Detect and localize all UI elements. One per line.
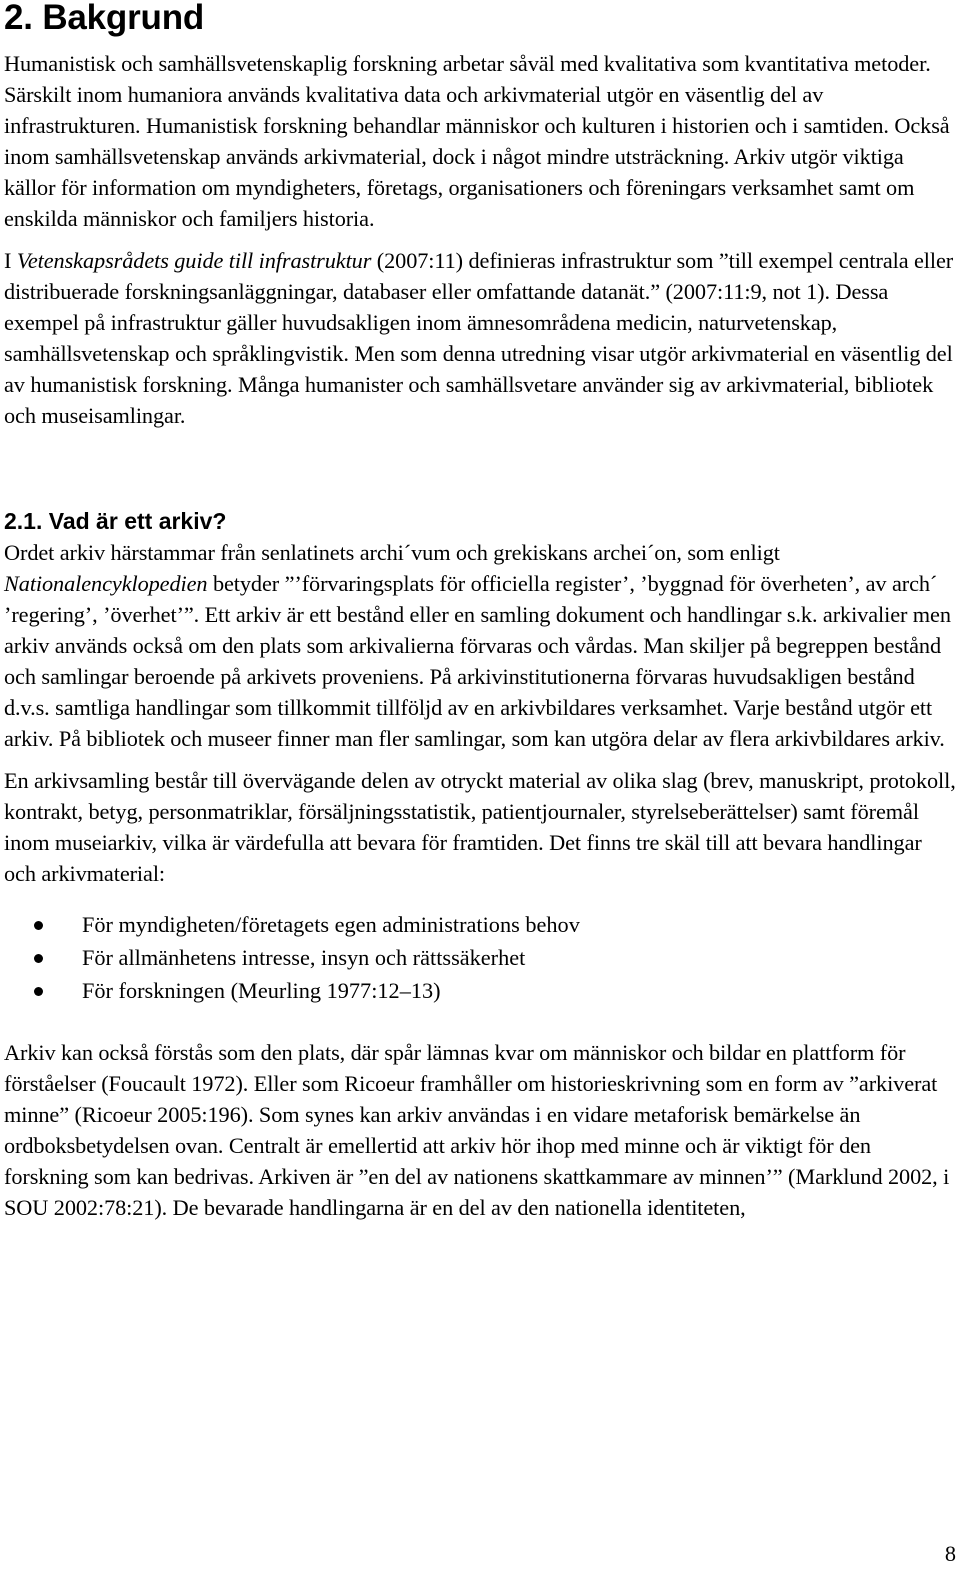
reasons-list [4,908,956,1007]
intro-paragraph-1: Humanistisk och samhällsvetenskaplig forskning arbetar såväl med kvalitativa som kvantitativa metoder. Särskilt inom humaniora används kvalitativa data och arkivmaterial utgör en väsentlig del av infrastrukturen. Humanistisk forskning behandlar människor och kulturen i historien och i samtiden. Också inom samhällsvetenskap används arkivmaterial, dock i något mindre utsträckning. Arkiv utgör viktiga källor för information om myndigheters, företags, organisationers och föreningars verksamhet samt om enskilda människor och familjers historia. [4,51,950,231]
cited-title-nationalencyklopedien: Nationalencyklopedien [4,571,208,596]
list-item-text: För allmänhetens intresse, insyn och rättssäkerhet [82,945,526,970]
document-page [4,0,956,1223]
bullet-icon [34,921,43,930]
list-item [4,941,956,974]
subsection-paragraph-2: En arkivsamling består till övervägande delen av otryckt material av olika slag (brev, manuskript, protokoll, kontrakt, betyg, personmatriklar, försäljningsstatistik, patientjournaler, styrelseberättelser) samt föremål inom museiarkiv, vilka är värdefulla att bevara för framtiden. Det finns tre skäl till att bevara handlingar och arkivmaterial: [4,768,956,886]
list-item-text: För myndigheten/företagets egen administrations behov [82,912,580,937]
bullet-icon [34,987,43,996]
list-item-text: För forskningen (Meurling 1977:12–13) [82,978,441,1003]
subsection-paragraph-1 [4,537,956,754]
page-number: 8 [944,1541,956,1566]
subsection-paragraph-1-lead: Ordet arkiv härstammar från senlatinets archi´vum och grekiskans archei´on, som enligt [4,540,780,565]
subsection-paragraph-1-body: betyder ”’förvaringsplats för officiella register’, ’byggnad för överheten’, av arch´ ’regering’, ’överhet’”. Ett arkiv är ett bestånd eller en samling dokument och handlingar s.k. arkivalier men arkiv används också om den plats som arkivalierna förvaras och vårdas. Man skiljer på begreppen bestånd och samlingar beroende på arkivets proveniens. På arkivinstitutionerna förvaras huvudsakligen bestånd d.v.s. samtliga handlingar som tillkommit tillföljd av en arkivbildares verksamhet. Varje bestånd utgör ett arkiv. På bibliotek och museer finner man fler samlingar, som kan utgöra delar av flera arkivbildares arkiv. [4,571,951,751]
subsection-paragraph-3: Arkiv kan också förstås som den plats, där spår lämnas kvar om människor och bildar en plattform för förståelser (Foucault 1972). Eller som Ricoeur framhåller om historieskrivning som en form av ”arkiverat minne” (Ricoeur 2005:196). Som synes kan arkiv användas i en vidare metaforisk bemärkelse än ordboksbetydelsen ovan. Centralt är emellertid att arkiv hör ihop med minne och är viktigt för den forskning som kan bedrivas. Arkiven är ”en del av nationens skattkammare av minnen’” (Marklund 2002, i SOU 2002:78:21). De bevarade handlingarna är en del av den nationella identiteten, [4,1040,950,1220]
intro-paragraph-2 [4,245,956,431]
list-item [4,908,956,941]
bullet-icon [34,954,43,963]
cited-title-vetenskapsradet: Vetenskapsrådets guide till infrastruktur [16,248,372,273]
intro-paragraph-2-body: (2007:11) definieras infrastruktur som ”till exempel centrala eller distribuerade forskningsanläggningar, databaser eller omfattande datanät.” (2007:11:9, not 1). Dessa exempel på infrastruktur gäller huvudsakligen inom ämnesområdena medicin, naturvetenskap, samhällsvetenskap och språklingvistik. Men som denna utredning visar utgör arkivmaterial en väsentlig del av humanistisk forskning. Många humanister och samhällsvetare använder sig av arkivmaterial, bibliotek och museisamlingar. [4,248,954,428]
list-item [4,974,956,1007]
intro-paragraph-2-lead: I [4,248,17,273]
subsection-heading: 2.1. Vad är ett arkiv? [4,508,227,534]
section-heading: 2. Bakgrund [4,0,205,37]
